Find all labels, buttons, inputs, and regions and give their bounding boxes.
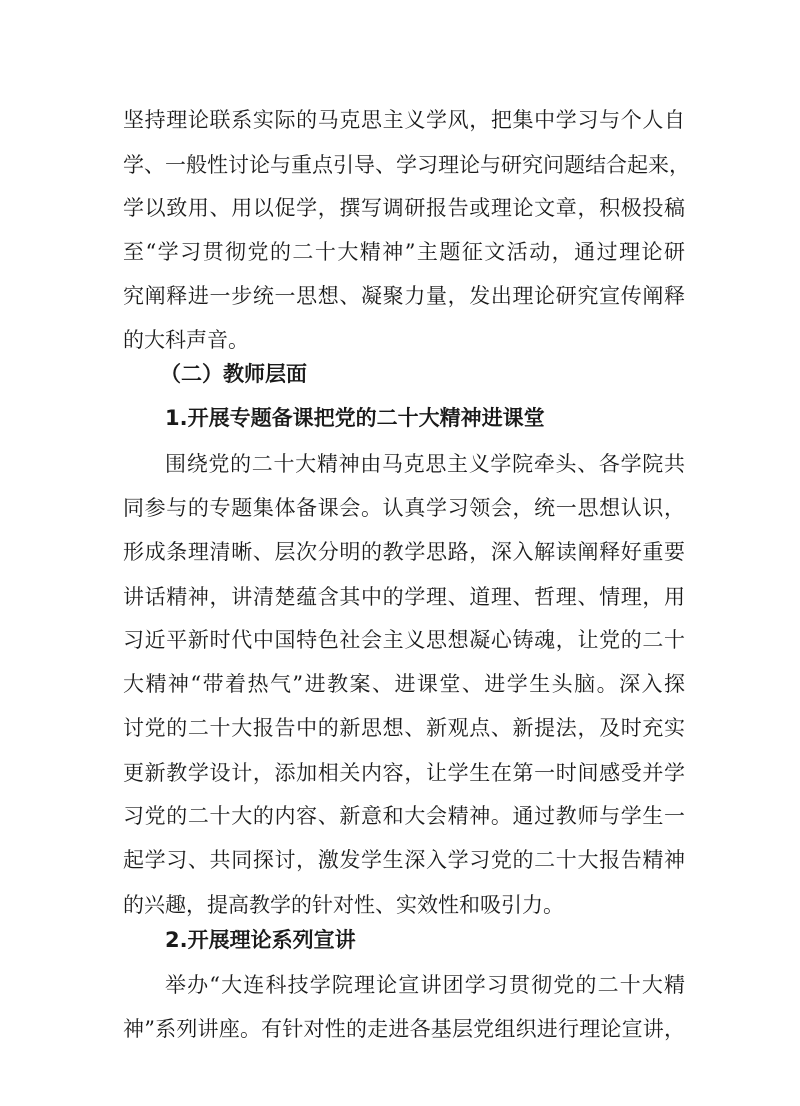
subheading-1: 1.开展专题备课把党的二十大精神进课堂 <box>165 406 545 430</box>
paragraph-line: 的兴趣，提高教学的针对性、实效性和吸引力。 <box>123 893 564 917</box>
paragraph-line: 讲话精神，讲清楚蕴含其中的学理、道理、哲理、情理，用 <box>123 585 685 609</box>
paragraph-line: 学、一般性讨论与重点引导、学习理论与研究问题结合起来， <box>123 153 690 177</box>
section-heading: （二）教师层面 <box>160 362 307 386</box>
paragraph-line: 神”系列讲座。有针对性的走进各基层党组织进行理论宣讲， <box>123 1017 685 1041</box>
paragraph-line: 坚持理论联系实际的马克思主义学风，把集中学习与个人自 <box>123 108 685 132</box>
paragraph-line: 至“学习贯彻党的二十大精神”主题征文活动，通过理论研 <box>123 240 685 264</box>
paragraph-line: 究阐释进一步统一思想、凝聚力量，发出理论研究宣传阐释 <box>123 284 685 308</box>
paragraph-line: 举办“大连科技学院理论宣讲团学习贯彻党的二十大精 <box>165 973 685 997</box>
paragraph-line: 习近平新时代中国特色社会主义思想凝心铸魂，让党的二十 <box>123 628 685 652</box>
paragraph-line: 讨党的二十大报告中的新思想、新观点、新提法，及时充实 <box>123 716 685 740</box>
paragraph-line: 的大科声音。 <box>123 328 249 352</box>
subheading-2: 2.开展理论系列宣讲 <box>165 928 356 952</box>
paragraph-line: 起学习、共同探讨，激发学生深入学习党的二十大报告精神 <box>123 848 685 872</box>
paragraph-line: 形成条理清晰、层次分明的教学思路，深入解读阐释好重要 <box>123 540 685 564</box>
paragraph-line: 更新教学设计，添加相关内容，让学生在第一时间感受并学 <box>123 761 685 785</box>
paragraph-line: 习党的二十大的内容、新意和大会精神。通过教师与学生一 <box>123 804 685 828</box>
paragraph-line: 围绕党的二十大精神由马克思主义学院牵头、各学院共 <box>165 452 685 476</box>
paragraph-line: 大精神“带着热气”进教案、进课堂、进学生头脑。深入探 <box>123 672 685 696</box>
paragraph-line: 同参与的专题集体备课会。认真学习领会，统一思想认识， <box>123 496 685 520</box>
paragraph-line: 学以致用、用以促学，撰写调研报告或理论文章，积极投稿 <box>123 196 685 220</box>
